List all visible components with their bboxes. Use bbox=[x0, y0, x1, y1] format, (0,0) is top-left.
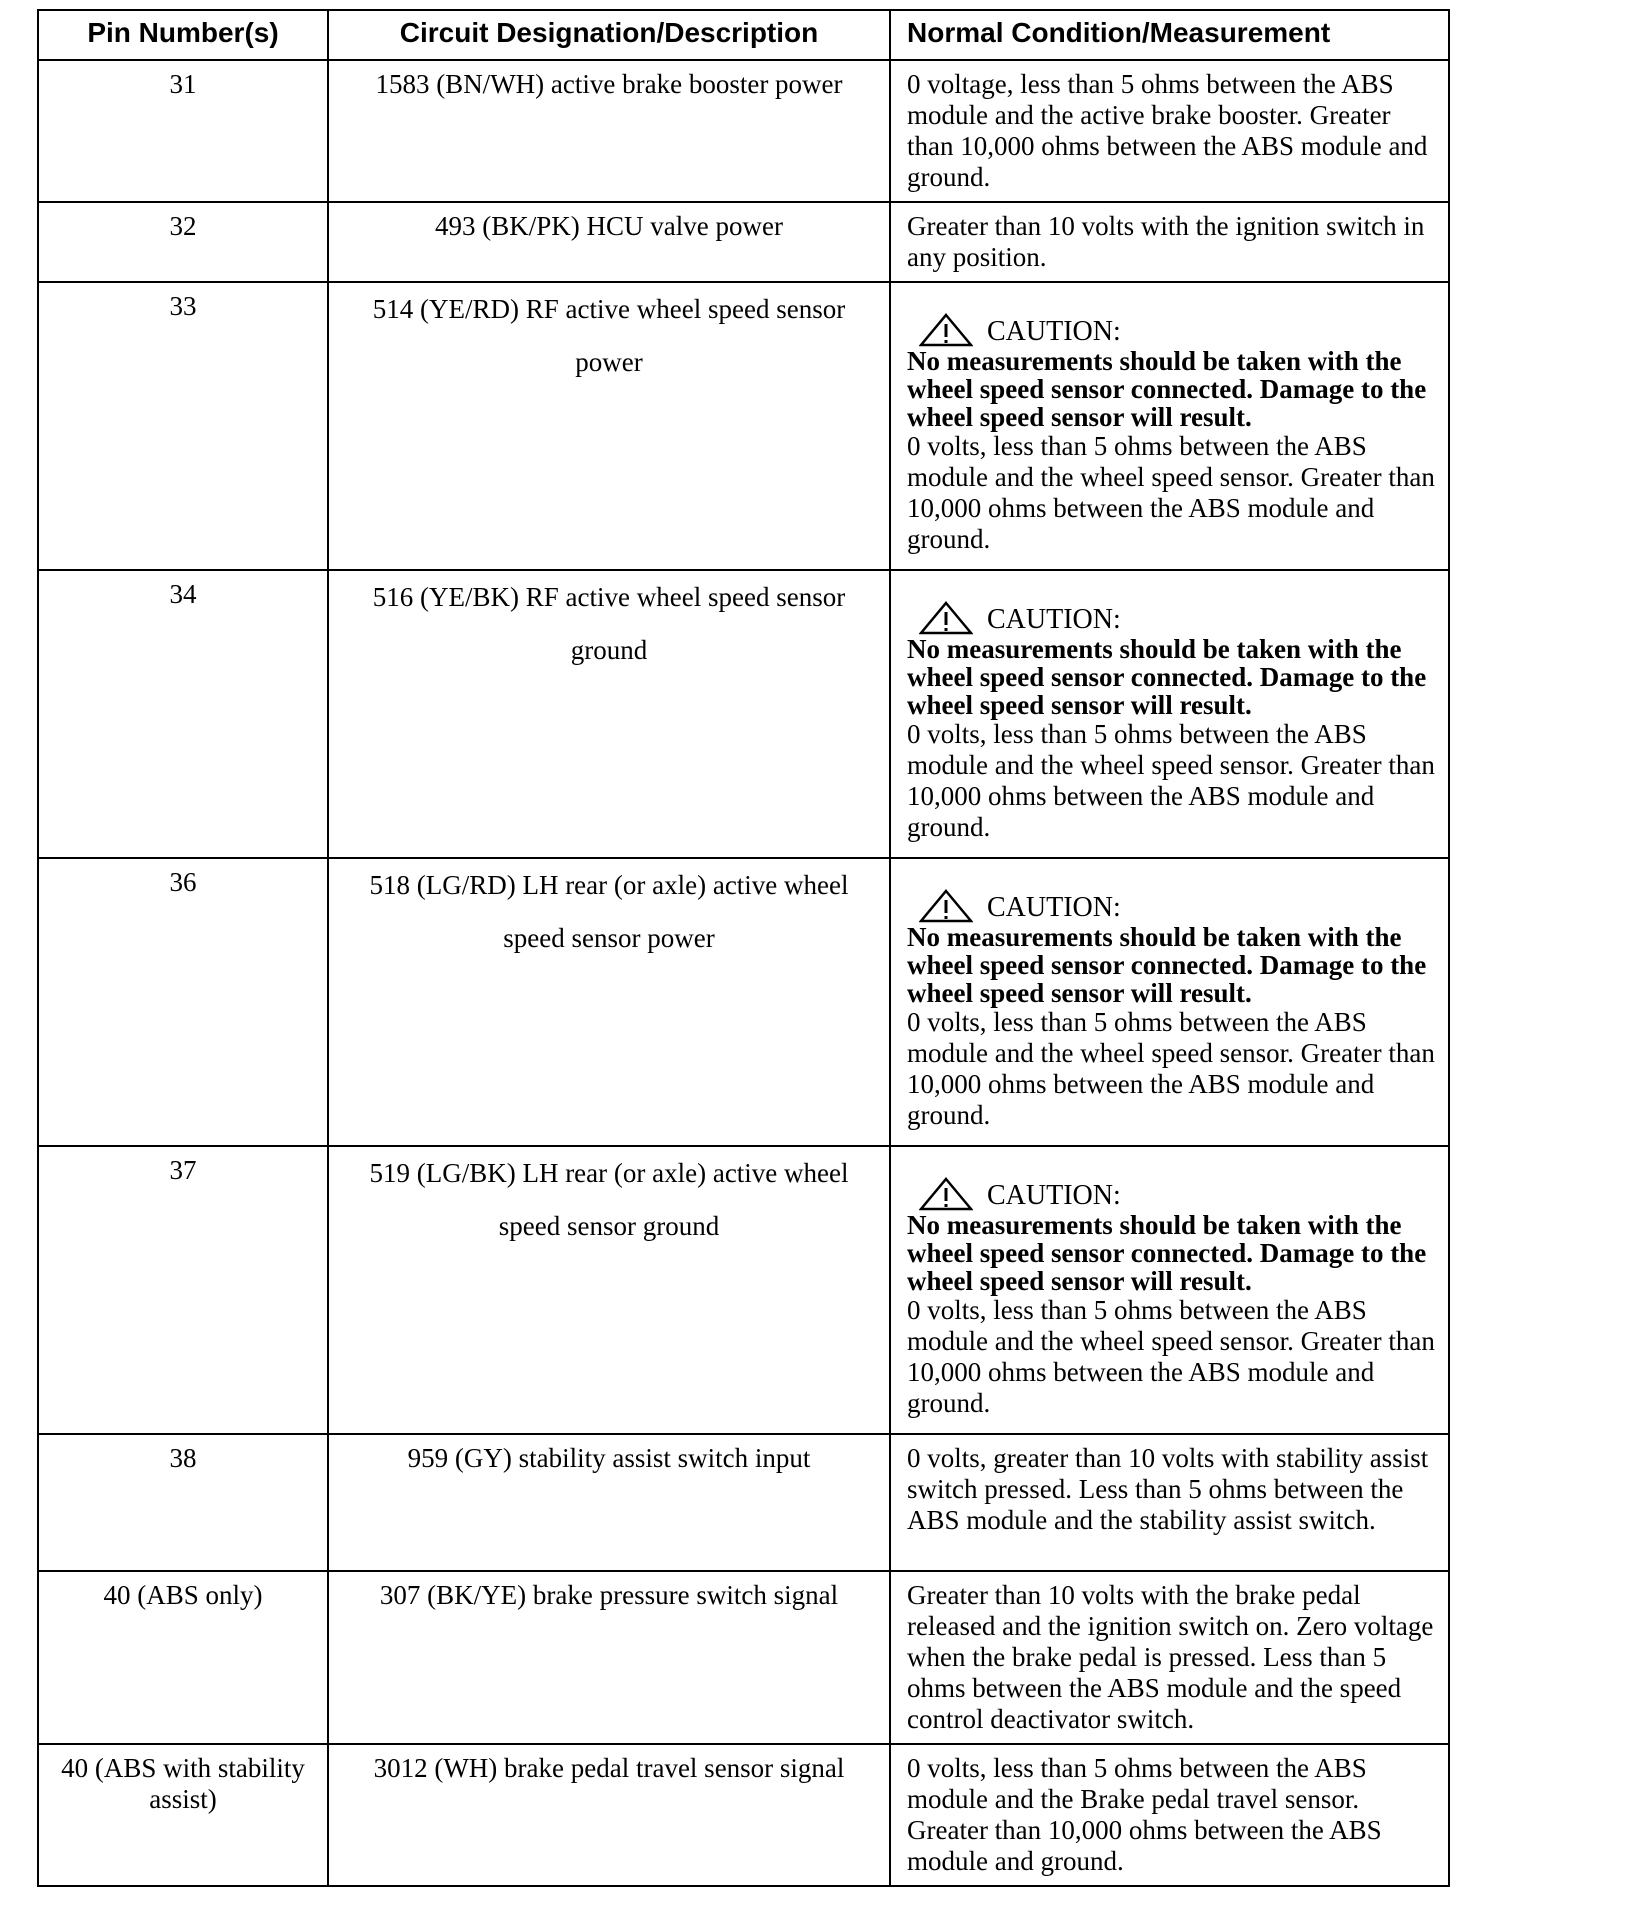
pin-cell: 37 bbox=[38, 1146, 328, 1434]
caution-text: No measurements should be taken with the wheel speed sensor connected. Damage to the wheel speed sensor will result. bbox=[907, 346, 1427, 432]
warning-triangle-icon bbox=[919, 313, 973, 347]
measurement-cell bbox=[890, 282, 1449, 570]
caution-heading bbox=[919, 889, 1438, 923]
description-cell: 3012 (WH) brake pedal travel sensor signal bbox=[328, 1744, 890, 1886]
measurement-cell bbox=[890, 60, 1449, 202]
caution-heading bbox=[919, 313, 1438, 347]
table-row bbox=[38, 202, 1449, 282]
table-row bbox=[38, 60, 1449, 202]
pin-cell: 33 bbox=[38, 282, 328, 570]
measurement-text: 0 voltage, less than 5 ohms between the ABS module and the active brake booster. Greater than 10,000 ohms between the ABS module and ground. bbox=[907, 69, 1428, 192]
caution-label: CAUTION: bbox=[987, 892, 1121, 923]
warning-triangle-icon bbox=[919, 1177, 973, 1211]
header-description: Circuit Designation/Description bbox=[328, 10, 890, 60]
description-cell: 1583 (BN/WH) active brake booster power bbox=[328, 60, 890, 202]
table-row bbox=[38, 570, 1449, 858]
header-pin: Pin Number(s) bbox=[38, 10, 328, 60]
pin-cell: 36 bbox=[38, 858, 328, 1146]
table-row bbox=[38, 858, 1449, 1146]
caution-heading bbox=[919, 1177, 1438, 1211]
description-cell: 307 (BK/YE) brake pressure switch signal bbox=[328, 1571, 890, 1744]
warning-triangle-icon bbox=[919, 601, 973, 635]
measurement-text: Greater than 10 volts with the ignition switch in any position. bbox=[907, 211, 1425, 272]
measurement-cell bbox=[890, 202, 1449, 282]
pin-cell: 32 bbox=[38, 202, 328, 282]
caution-text: No measurements should be taken with the wheel speed sensor connected. Damage to the wheel speed sensor will result. bbox=[907, 922, 1427, 1008]
caution-heading bbox=[919, 601, 1438, 635]
measurement-text: 0 volts, less than 5 ohms between the ABS module and the wheel speed sensor. Greater than 10,000 ohms between the ABS module and ground. bbox=[907, 1295, 1435, 1418]
measurement-cell bbox=[890, 570, 1449, 858]
table-row bbox=[38, 1434, 1449, 1571]
description-cell: 959 (GY) stability assist switch input bbox=[328, 1434, 890, 1571]
description-cell: 519 (LG/BK) LH rear (or axle) active wheel speed sensor ground bbox=[328, 1146, 890, 1434]
table-row bbox=[38, 282, 1449, 570]
pin-cell: 31 bbox=[38, 60, 328, 202]
header-measurement: Normal Condition/Measurement bbox=[890, 10, 1449, 60]
description-cell: 518 (LG/RD) LH rear (or axle) active wheel speed sensor power bbox=[328, 858, 890, 1146]
pin-cell: 40 (ABS with stability assist) bbox=[38, 1744, 328, 1886]
description-cell: 514 (YE/RD) RF active wheel speed sensor power bbox=[328, 282, 890, 570]
description-cell: 516 (YE/BK) RF active wheel speed sensor ground bbox=[328, 570, 890, 858]
header-row bbox=[38, 10, 1449, 60]
measurement-cell bbox=[890, 1434, 1449, 1571]
pin-cell: 40 (ABS only) bbox=[38, 1571, 328, 1744]
table-row bbox=[38, 1571, 1449, 1744]
warning-triangle-icon bbox=[919, 889, 973, 923]
measurement-text: Greater than 10 volts with the brake pedal released and the ignition switch on. Zero voltage when the brake pedal is pressed. Less than 5 ohms between the ABS module and the speed control deactivator switch. bbox=[907, 1580, 1434, 1734]
description-cell: 493 (BK/PK) HCU valve power bbox=[328, 202, 890, 282]
measurement-cell bbox=[890, 1571, 1449, 1744]
pin-cell: 38 bbox=[38, 1434, 328, 1571]
caution-label: CAUTION: bbox=[987, 316, 1121, 347]
table-row bbox=[38, 1744, 1449, 1886]
measurement-text: 0 volts, less than 5 ohms between the ABS module and the wheel speed sensor. Greater than 10,000 ohms between the ABS module and ground. bbox=[907, 719, 1435, 842]
caution-text: No measurements should be taken with the wheel speed sensor connected. Damage to the wheel speed sensor will result. bbox=[907, 1210, 1427, 1296]
measurement-text: 0 volts, less than 5 ohms between the ABS module and the Brake pedal travel sensor. Greater than 10,000 ohms between the ABS module and ground. bbox=[907, 1753, 1382, 1876]
table-row bbox=[38, 1146, 1449, 1434]
caution-label: CAUTION: bbox=[987, 1180, 1121, 1211]
measurement-text: 0 volts, less than 5 ohms between the ABS module and the wheel speed sensor. Greater than 10,000 ohms between the ABS module and ground. bbox=[907, 1007, 1435, 1130]
measurement-cell bbox=[890, 1744, 1449, 1886]
measurement-cell bbox=[890, 858, 1449, 1146]
caution-text: No measurements should be taken with the wheel speed sensor connected. Damage to the wheel speed sensor will result. bbox=[907, 634, 1427, 720]
measurement-text: 0 volts, less than 5 ohms between the ABS module and the wheel speed sensor. Greater than 10,000 ohms between the ABS module and ground. bbox=[907, 431, 1435, 554]
measurement-text: 0 volts, greater than 10 volts with stability assist switch pressed. Less than 5 ohms between the ABS module and the stability assist switch. bbox=[907, 1443, 1429, 1535]
pin-table bbox=[37, 9, 1450, 1887]
measurement-cell bbox=[890, 1146, 1449, 1434]
caution-label: CAUTION: bbox=[987, 604, 1121, 635]
pin-cell: 34 bbox=[38, 570, 328, 858]
